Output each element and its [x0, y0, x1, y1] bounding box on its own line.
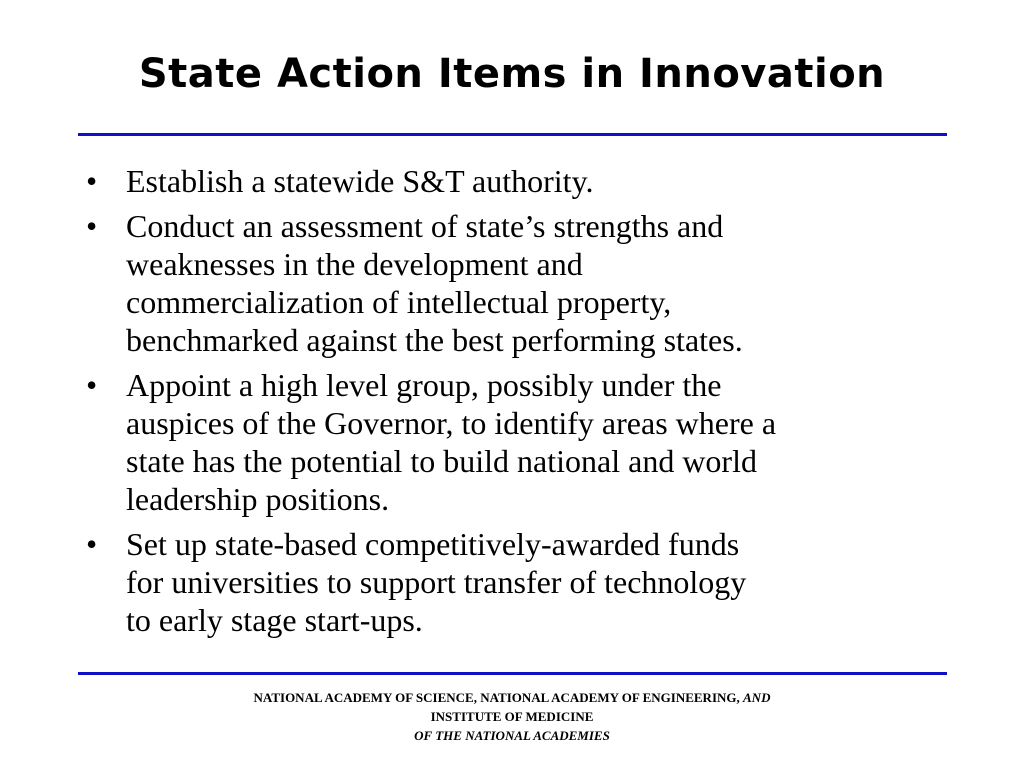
bullet-line: state has the potential to build national and world: [126, 443, 757, 479]
bullet-item: [86, 366, 956, 518]
bullet-item: [86, 525, 956, 639]
bullet-line: to early stage start-ups.: [126, 602, 423, 638]
bullet-item: [86, 207, 956, 359]
bottom-divider: [78, 672, 947, 675]
footer-line-1: [0, 688, 1024, 707]
bullet-icon: •: [86, 526, 98, 562]
bullet-line: Establish a statewide S&T authority.: [126, 163, 594, 199]
bullet-line: leadership positions.: [126, 481, 390, 517]
bullet-line: auspices of the Governor, to identify areas where a: [126, 405, 777, 441]
bullet-line: weaknesses in the development and: [126, 246, 583, 282]
footer-and: AND: [743, 690, 771, 705]
footer-academies: NATIONAL ACADEMY OF SCIENCE, NATIONAL ACADEMY OF ENGINEERING,: [253, 690, 744, 705]
top-divider: [78, 133, 947, 136]
bullet-line: Set up state-based competitively-awarded funds: [126, 526, 740, 562]
footer: [0, 688, 1024, 745]
bullet-line: Conduct an assessment of state’s strengths and: [126, 208, 724, 244]
bullet-icon: •: [86, 163, 98, 199]
bullet-icon: •: [86, 208, 98, 244]
bullet-icon: •: [86, 367, 98, 403]
bullet-line: for universities to support transfer of technology: [126, 564, 747, 600]
slide-title: State Action Items in Innovation: [138, 51, 886, 97]
bullet-list: [86, 162, 956, 646]
footer-line-3: OF THE NATIONAL ACADEMIES: [414, 728, 610, 743]
bullet-item: [86, 162, 956, 200]
footer-line-2: INSTITUTE OF MEDICINE: [430, 709, 594, 724]
bullet-line: Appoint a high level group, possibly under the: [126, 367, 722, 403]
bullet-line: commercialization of intellectual property,: [126, 284, 672, 320]
bullet-line: benchmarked against the best performing states.: [126, 322, 743, 358]
